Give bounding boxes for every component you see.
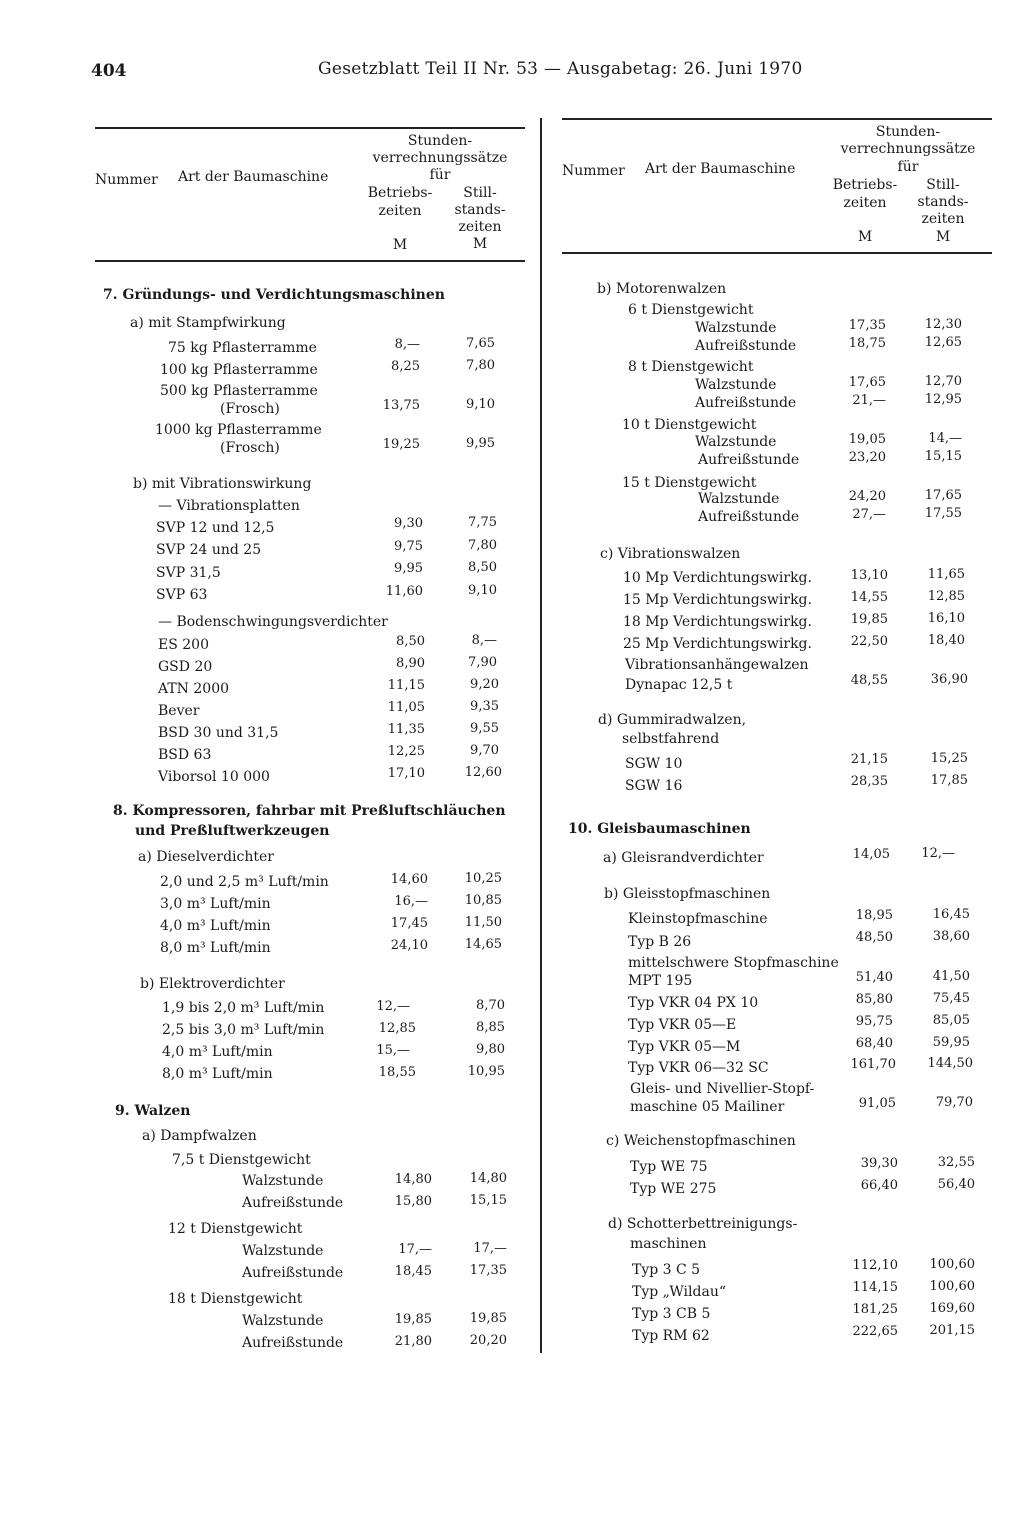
row-betriebs: 21,— <box>852 393 886 408</box>
row-still: 9,80 <box>476 1042 505 1057</box>
row-label: 25 Mp Verdichtungswirkg. <box>623 636 812 652</box>
section-7a-heading: a) mit Stampfwirkung <box>130 315 286 331</box>
row-still: 9,55 <box>470 721 499 736</box>
row-label: Walzstunde <box>698 491 780 507</box>
row-label: 4,0 m³ Luft/min <box>160 918 271 934</box>
row-still: 14,65 <box>464 937 502 952</box>
row-still: 12,60 <box>464 765 502 780</box>
row-label: Aufreißstunde <box>242 1265 344 1281</box>
row-still: 7,65 <box>466 336 495 351</box>
row-betriebs: 48,50 <box>855 930 893 945</box>
row-label-2: (Frosch) <box>220 440 280 456</box>
section-9b-heading: b) Motorenwalzen <box>597 281 727 297</box>
row-betriebs: 95,75 <box>855 1014 893 1029</box>
row-betriebs: 11,60 <box>385 584 423 599</box>
group-label: 8 t Dienstgewicht <box>628 359 754 375</box>
section-9d-heading-2: selbstfahrend <box>622 731 720 747</box>
section-8a-heading: a) Dieselverdichter <box>138 849 274 865</box>
row-label: Typ VKR 06—32 SC <box>628 1060 769 1076</box>
right-still-1: Still- <box>926 177 960 193</box>
row-betriebs: 24,10 <box>390 938 428 953</box>
section-10-title: 10. Gleisbaumaschinen <box>568 821 751 837</box>
group-label: 12 t Dienstgewicht <box>168 1221 303 1237</box>
right-unit-still: M <box>935 229 951 245</box>
row-label: 75 kg Pflasterramme <box>168 340 317 356</box>
row-still: 17,35 <box>469 1263 507 1278</box>
right-unit-betriebs: M <box>857 229 873 245</box>
right-betriebs-2: zeiten <box>843 195 887 211</box>
row-betriebs: 181,25 <box>852 1302 898 1317</box>
row-betriebs: 9,30 <box>394 516 423 531</box>
left-header-bottom-rule <box>95 260 525 262</box>
row-still: 79,70 <box>935 1095 973 1110</box>
row-betriebs: 18,75 <box>848 336 886 351</box>
row-label: Aufreißstunde <box>242 1195 344 1211</box>
row-betriebs: 161,70 <box>850 1057 896 1072</box>
row-betriebs: 27,— <box>852 507 886 522</box>
row-still: 9,70 <box>470 743 499 758</box>
row-still: 8,85 <box>476 1020 505 1035</box>
row-label: Typ WE 75 <box>630 1159 708 1175</box>
row-still: 38,60 <box>932 929 970 944</box>
section-8-title-1: 8. Kompressoren, fahrbar mit Preßluftschläuchen <box>113 803 506 819</box>
row-betriebs: 14,55 <box>850 590 888 605</box>
row-still: 7,80 <box>466 358 495 373</box>
row-betriebs: 11,35 <box>387 722 425 737</box>
row-betriebs: 18,95 <box>855 908 893 923</box>
row-label-2: Dynapac 12,5 t <box>625 677 733 693</box>
row-betriebs: 12,— <box>376 999 410 1014</box>
row-betriebs: 23,20 <box>848 450 886 465</box>
row-label: BSD 30 und 31,5 <box>158 725 279 741</box>
section-10b-heading: b) Gleisstopfmaschinen <box>604 886 771 902</box>
row-label: 3,0 m³ Luft/min <box>160 896 271 912</box>
section-9d-heading-1: d) Gummiradwalzen, <box>598 712 747 728</box>
row-betriebs: 68,40 <box>855 1036 893 1051</box>
row-still: 20,20 <box>469 1333 507 1348</box>
row-label: Walzstunde <box>242 1243 324 1259</box>
row-label: 10 Mp Verdichtungswirkg. <box>623 570 812 586</box>
row-still: 12,65 <box>924 335 962 350</box>
section-7-title: 7. Gründungs- und Verdichtungsmaschinen <box>103 287 445 303</box>
row-betriebs: 24,20 <box>848 489 886 504</box>
row-still: 32,55 <box>937 1155 975 1170</box>
row-betriebs: 19,85 <box>850 612 888 627</box>
row-still: 15,25 <box>930 751 968 766</box>
column-divider <box>540 118 542 1353</box>
row-label: 2,0 und 2,5 m³ Luft/min <box>160 874 329 890</box>
row-label: Aufreißstunde <box>695 338 797 354</box>
row-betriebs: 12,25 <box>387 744 425 759</box>
row-label: 2,5 bis 3,0 m³ Luft/min <box>162 1022 325 1038</box>
row-still: 10,25 <box>464 871 502 886</box>
row-betriebs: 22,50 <box>850 634 888 649</box>
row-label: Walzstunde <box>695 320 777 336</box>
row-still: 16,45 <box>932 907 970 922</box>
row-label: 15 Mp Verdichtungswirkg. <box>623 592 812 608</box>
left-betriebs-1: Betriebs- <box>367 185 433 201</box>
section-8b-heading: b) Elektroverdichter <box>140 976 285 992</box>
row-betriebs: 12,85 <box>378 1021 416 1036</box>
left-still-1: Still- <box>463 185 497 201</box>
row-still: 36,90 <box>930 672 968 687</box>
row-label: Aufreißstunde <box>698 452 800 468</box>
row-still: 9,10 <box>468 583 497 598</box>
row-label: SGW 16 <box>625 778 683 794</box>
section-10c-heading: c) Weichenstopfmaschinen <box>606 1133 796 1149</box>
row-still: 12,30 <box>924 317 962 332</box>
row-label: 8,0 m³ Luft/min <box>160 940 271 956</box>
row-label: Typ VKR 04 PX 10 <box>628 995 759 1011</box>
row-label: 500 kg Pflasterramme <box>160 383 318 399</box>
row-still: 75,45 <box>932 991 970 1006</box>
row-still: 9,20 <box>470 677 499 692</box>
row-label: ES 200 <box>158 637 209 653</box>
row-still: 15,15 <box>924 449 962 464</box>
row-still: 100,60 <box>929 1279 975 1294</box>
right-still-2: stands- <box>917 194 969 210</box>
right-header-top-rule <box>562 118 992 120</box>
row-betriebs: 15,80 <box>394 1194 432 1209</box>
left-group-header-1: Stunden- <box>407 133 473 149</box>
section-9c-heading: c) Vibrationswalzen <box>600 546 741 562</box>
row-betriebs: 17,35 <box>848 318 886 333</box>
row-still: 7,90 <box>468 655 497 670</box>
row-label: 8,0 m³ Luft/min <box>162 1066 273 1082</box>
row-still: 12,— <box>921 846 955 861</box>
row-still: 169,60 <box>929 1301 975 1316</box>
row-still: 85,05 <box>932 1013 970 1028</box>
row-betriebs: 14,60 <box>390 872 428 887</box>
row-still: 16,10 <box>927 611 965 626</box>
row-still: 15,15 <box>469 1193 507 1208</box>
left-unit-betriebs: M <box>392 237 408 253</box>
right-col-number-header: Nummer <box>562 163 625 179</box>
left-col-type-header: Art der Baumaschine <box>178 169 329 185</box>
row-betriebs: 8,— <box>394 337 420 352</box>
row-still: 12,95 <box>924 392 962 407</box>
row-still: 14,80 <box>469 1171 507 1186</box>
row-label: Typ RM 62 <box>632 1328 710 1344</box>
page-number: 404 <box>91 61 127 81</box>
row-betriebs: 11,05 <box>387 700 425 715</box>
row-still: 9,35 <box>470 699 499 714</box>
row-betriebs: 14,80 <box>394 1172 432 1187</box>
row-label: Gleis- und Nivellier-Stopf- <box>630 1081 815 1097</box>
row-label: Kleinstopfmaschine <box>628 911 768 927</box>
row-betriebs: 8,25 <box>391 359 420 374</box>
row-label: Walzstunde <box>242 1173 324 1189</box>
row-still: 19,85 <box>469 1311 507 1326</box>
row-still: 41,50 <box>932 969 970 984</box>
row-betriebs: 17,— <box>398 1242 432 1257</box>
right-header-bottom-rule <box>562 252 992 254</box>
row-label: Walzstunde <box>695 434 777 450</box>
row-label: 1,9 bis 2,0 m³ Luft/min <box>162 1000 325 1016</box>
row-label: BSD 63 <box>158 747 212 763</box>
row-label: Typ „Wildau“ <box>632 1284 726 1300</box>
row-still: 17,— <box>473 1241 507 1256</box>
row-betriebs: 21,15 <box>850 752 888 767</box>
row-betriebs: 91,05 <box>858 1096 896 1111</box>
row-label: Walzstunde <box>695 377 777 393</box>
row-label: SVP 31,5 <box>156 565 221 581</box>
row-label: 4,0 m³ Luft/min <box>162 1044 273 1060</box>
row-still: 7,75 <box>468 515 497 530</box>
row-still: 56,40 <box>937 1177 975 1192</box>
row-label: GSD 20 <box>158 659 213 675</box>
left-still-2: stands- <box>454 202 506 218</box>
row-still: 17,65 <box>924 488 962 503</box>
row-betriebs: 18,55 <box>378 1065 416 1080</box>
row-still: 12,70 <box>924 374 962 389</box>
row-label: ATN 2000 <box>158 681 230 697</box>
group-label: 6 t Dienstgewicht <box>628 302 754 318</box>
row-still: 8,— <box>471 633 497 648</box>
row-betriebs: 28,35 <box>850 774 888 789</box>
row-label: 1000 kg Pflasterramme <box>155 422 322 438</box>
row-label: Walzstunde <box>242 1313 324 1329</box>
row-betriebs: 114,15 <box>852 1280 898 1295</box>
row-still: 11,65 <box>927 567 965 582</box>
row-betriebs: 17,65 <box>848 375 886 390</box>
row-still: 14,— <box>928 431 962 446</box>
row-still: 59,95 <box>932 1035 970 1050</box>
section-8-title-2: und Preßluftwerkzeugen <box>135 823 330 839</box>
row-still: 7,80 <box>468 538 497 553</box>
row-still: 17,85 <box>930 773 968 788</box>
row-betriebs: 9,95 <box>394 561 423 576</box>
row-label: Typ 3 CB 5 <box>632 1306 711 1322</box>
section-9-title: 9. Walzen <box>115 1103 191 1119</box>
section-7b-heading: b) mit Vibrationswirkung <box>133 476 312 492</box>
row-betriebs: 17,45 <box>390 916 428 931</box>
row-betriebs: 112,10 <box>852 1258 898 1273</box>
row-label: Viborsol 10 000 <box>158 769 270 785</box>
row-betriebs: 19,05 <box>848 432 886 447</box>
row-betriebs: 19,25 <box>382 437 420 452</box>
row-still: 201,15 <box>929 1323 975 1338</box>
page-header-title: Gesetzblatt Teil II Nr. 53 — Ausgabetag: 26. Juni 1970 <box>318 59 803 79</box>
group-label: 10 t Dienstgewicht <box>622 417 757 433</box>
row-betriebs: 8,50 <box>396 634 425 649</box>
row-still: 8,70 <box>476 998 505 1013</box>
row-betriebs: 21,80 <box>394 1334 432 1349</box>
row-label: Typ WE 275 <box>630 1181 717 1197</box>
row-label: SGW 10 <box>625 756 683 772</box>
section-10d-heading-1: d) Schotterbettreinigungs- <box>608 1216 798 1232</box>
row-label-2: (Frosch) <box>220 401 280 417</box>
row-label: SVP 12 und 12,5 <box>156 520 275 536</box>
row-label: Bever <box>158 703 200 719</box>
row-still: 17,55 <box>924 506 962 521</box>
left-group-header-3: für <box>429 167 451 183</box>
row-betriebs: 16,— <box>394 894 428 909</box>
row-label: mittelschwere Stopfmaschine <box>628 955 839 971</box>
section-7b-sub2: — Bodenschwingungsverdichter <box>158 614 388 630</box>
row-betriebs: 13,10 <box>850 568 888 583</box>
row-still: 100,60 <box>929 1257 975 1272</box>
row-label: 100 kg Pflasterramme <box>160 362 318 378</box>
row-still: 8,50 <box>468 560 497 575</box>
section-10d-heading-2: maschinen <box>630 1236 707 1252</box>
row-label: Vibrationsanhängewalzen <box>625 657 809 673</box>
row-still: 9,95 <box>466 436 495 451</box>
right-still-3: zeiten <box>921 211 965 227</box>
row-betriebs: 19,85 <box>394 1312 432 1327</box>
row-label: 18 Mp Verdichtungswirkg. <box>623 614 812 630</box>
left-betriebs-2: zeiten <box>378 203 422 219</box>
row-betriebs: 9,75 <box>394 539 423 554</box>
row-still: 144,50 <box>927 1056 973 1071</box>
row-betriebs: 11,15 <box>387 678 425 693</box>
row-label: Typ VKR 05—M <box>628 1039 741 1055</box>
row-betriebs: 8,90 <box>396 656 425 671</box>
left-group-header-2: verrechnungssätze <box>372 150 508 166</box>
row-betriebs: 66,40 <box>860 1178 898 1193</box>
row-label: a) Gleisrandverdichter <box>603 850 764 866</box>
group-label: 18 t Dienstgewicht <box>168 1291 303 1307</box>
section-9a-heading: a) Dampfwalzen <box>142 1128 257 1144</box>
row-still: 9,10 <box>466 397 495 412</box>
row-still: 18,40 <box>927 633 965 648</box>
group-label: 7,5 t Dienstgewicht <box>172 1152 311 1168</box>
row-still: 10,85 <box>464 893 502 908</box>
row-label: Typ B 26 <box>628 934 692 950</box>
row-betriebs: 15,— <box>376 1043 410 1058</box>
row-still: 10,95 <box>467 1064 505 1079</box>
left-col-number-header: Nummer <box>95 172 158 188</box>
row-betriebs: 39,30 <box>860 1156 898 1171</box>
right-group-header-2: verrechnungssätze <box>840 141 976 157</box>
row-betriebs: 51,40 <box>855 970 893 985</box>
row-label: Aufreißstunde <box>695 395 797 411</box>
row-label: SVP 63 <box>156 587 208 603</box>
left-unit-still: M <box>472 236 488 252</box>
row-label: SVP 24 und 25 <box>156 542 262 558</box>
row-betriebs: 222,65 <box>852 1324 898 1339</box>
row-label-2: MPT 195 <box>628 973 693 989</box>
left-still-3: zeiten <box>458 219 502 235</box>
row-betriebs: 18,45 <box>394 1264 432 1279</box>
row-label: Typ 3 C 5 <box>632 1262 701 1278</box>
right-group-header-1: Stunden- <box>875 124 941 140</box>
row-betriebs: 17,10 <box>387 766 425 781</box>
left-header-top-rule <box>95 127 525 129</box>
row-label: Typ VKR 05—E <box>628 1017 737 1033</box>
row-betriebs: 85,80 <box>855 992 893 1007</box>
row-betriebs: 14,05 <box>852 847 890 862</box>
row-label-2: maschine 05 Mailiner <box>630 1099 785 1115</box>
row-still: 12,85 <box>927 589 965 604</box>
row-still: 11,50 <box>464 915 502 930</box>
right-betriebs-1: Betriebs- <box>832 177 898 193</box>
row-label: Aufreißstunde <box>242 1335 344 1351</box>
right-group-header-3: für <box>897 159 919 175</box>
right-col-type-header: Art der Baumaschine <box>645 161 796 177</box>
row-betriebs: 48,55 <box>850 673 888 688</box>
section-7b-sub1: — Vibrationsplatten <box>158 498 300 514</box>
group-label: 15 t Dienstgewicht <box>622 475 757 491</box>
row-label: Aufreißstunde <box>698 509 800 525</box>
row-betriebs: 13,75 <box>382 398 420 413</box>
